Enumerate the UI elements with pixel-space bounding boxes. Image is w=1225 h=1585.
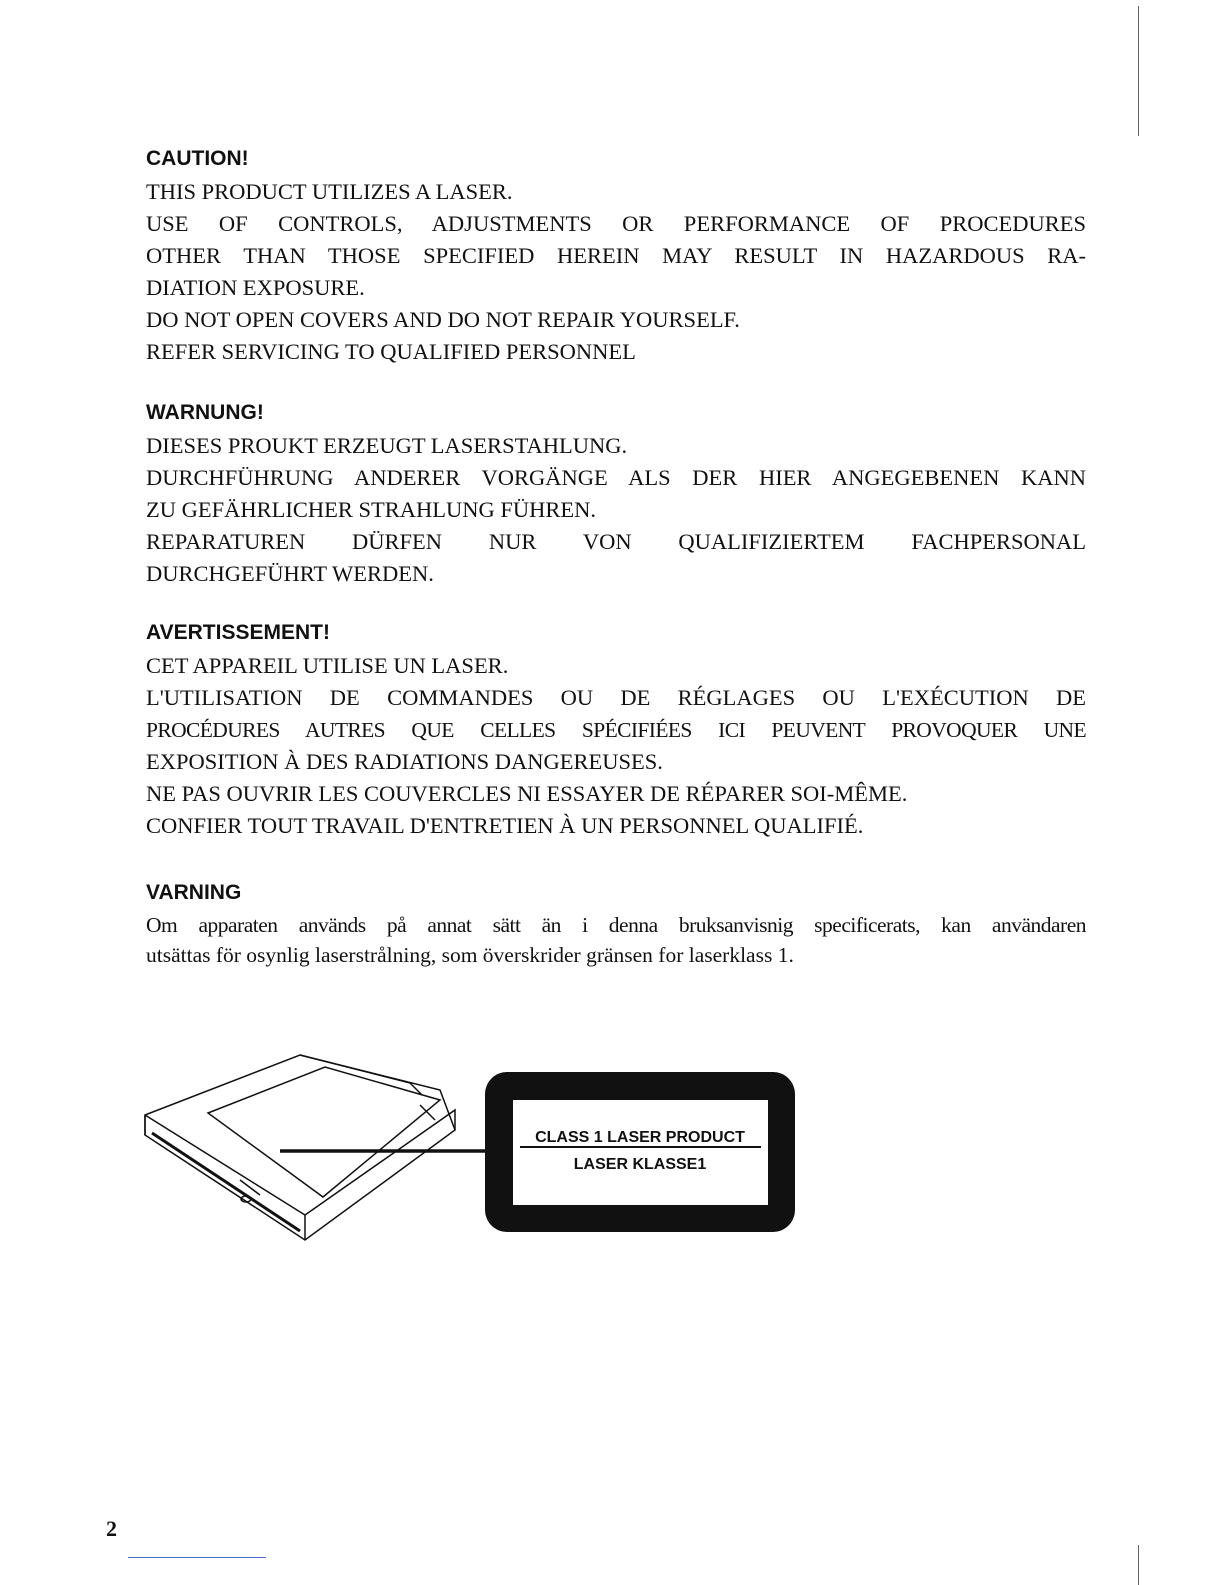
avertissement-heading: AVERTISSEMENT! — [146, 621, 330, 644]
footer-rule — [128, 1557, 266, 1558]
caution-line: DIATION EXPOSURE. — [146, 275, 365, 300]
scan-edge-line-top — [1138, 6, 1139, 136]
varning-line: Om apparaten används på annat sätt än i denna bruksanvisnig specificerats, kan användaren — [146, 913, 1086, 937]
avertissement-line: EXPOSITION À DES RADIATIONS DANGEREUSES. — [146, 749, 663, 774]
caution-heading: CAUTION! — [146, 147, 249, 170]
caution-line: REFER SERVICING TO QUALIFIED PERSONNEL — [146, 339, 636, 364]
warnung-line: ZU GEFÄHRLICHER STRAHLUNG FÜHREN. — [146, 497, 597, 522]
scan-edge-line-bottom — [1138, 1545, 1139, 1585]
page-number: 2 — [106, 1516, 117, 1541]
warnung-line: REPARATUREN DÜRFEN NUR VON QUALIFIZIERTEM FACHPERSONAL — [146, 529, 1086, 554]
avertissement-line: CET APPAREIL UTILISE UN LASER. — [146, 653, 509, 678]
varning-section — [146, 880, 1086, 970]
warnung-section — [146, 400, 1086, 590]
avertissement-line: NE PAS OUVRIR LES COUVERCLES NI ESSAYER DE RÉPARER SOI-MÊME. — [146, 781, 908, 806]
varning-line: utsättas för osynlig laserstrålning, som överskrider gränsen for laserklass 1. — [146, 943, 794, 967]
laser-label-line1: CLASS 1 LASER PRODUCT — [535, 1129, 745, 1146]
warnung-line: DURCHGEFÜHRT WERDEN. — [146, 561, 434, 586]
avertissement-section — [146, 620, 1086, 842]
avertissement-line: PROCÉDURES AUTRES QUE CELLES SPÉCIFIÉES ICI PEUVENT PROVOQUER UNE — [146, 718, 1086, 742]
caution-line: OTHER THAN THOSE SPECIFIED HEREIN MAY RESULT IN HAZARDOUS RA- — [146, 243, 1086, 268]
warnung-line: DIESES PROUKT ERZEUGT LASERSTAHLUNG. — [146, 433, 628, 458]
caution-line: THIS PRODUCT UTILIZES A LASER. — [146, 179, 513, 204]
varning-heading: VARNING — [146, 881, 242, 904]
laser-label-panel — [513, 1100, 768, 1205]
avertissement-line: L'UTILISATION DE COMMANDES OU DE RÉGLAGES OU L'EXÉCUTION DE — [146, 685, 1086, 710]
warnung-heading: WARNUNG! — [146, 401, 264, 424]
caution-section — [146, 146, 1086, 368]
laser-label-line2: LASER KLASSE1 — [573, 1156, 707, 1173]
caution-line: USE OF CONTROLS, ADJUSTMENTS OR PERFORMANCE OF PROCEDURES — [146, 211, 1086, 236]
cd-drive-illustration — [145, 1055, 455, 1240]
caution-line: DO NOT OPEN COVERS AND DO NOT REPAIR YOURSELF. — [146, 307, 740, 332]
laser-label-figure — [140, 1045, 810, 1250]
avertissement-line: CONFIER TOUT TRAVAIL D'ENTRETIEN À UN PERSONNEL QUALIFIÉ. — [146, 813, 864, 838]
warnung-line: DURCHFÜHRUNG ANDERER VORGÄNGE ALS DER HIER ANGEGEBENEN KANN — [146, 465, 1086, 490]
